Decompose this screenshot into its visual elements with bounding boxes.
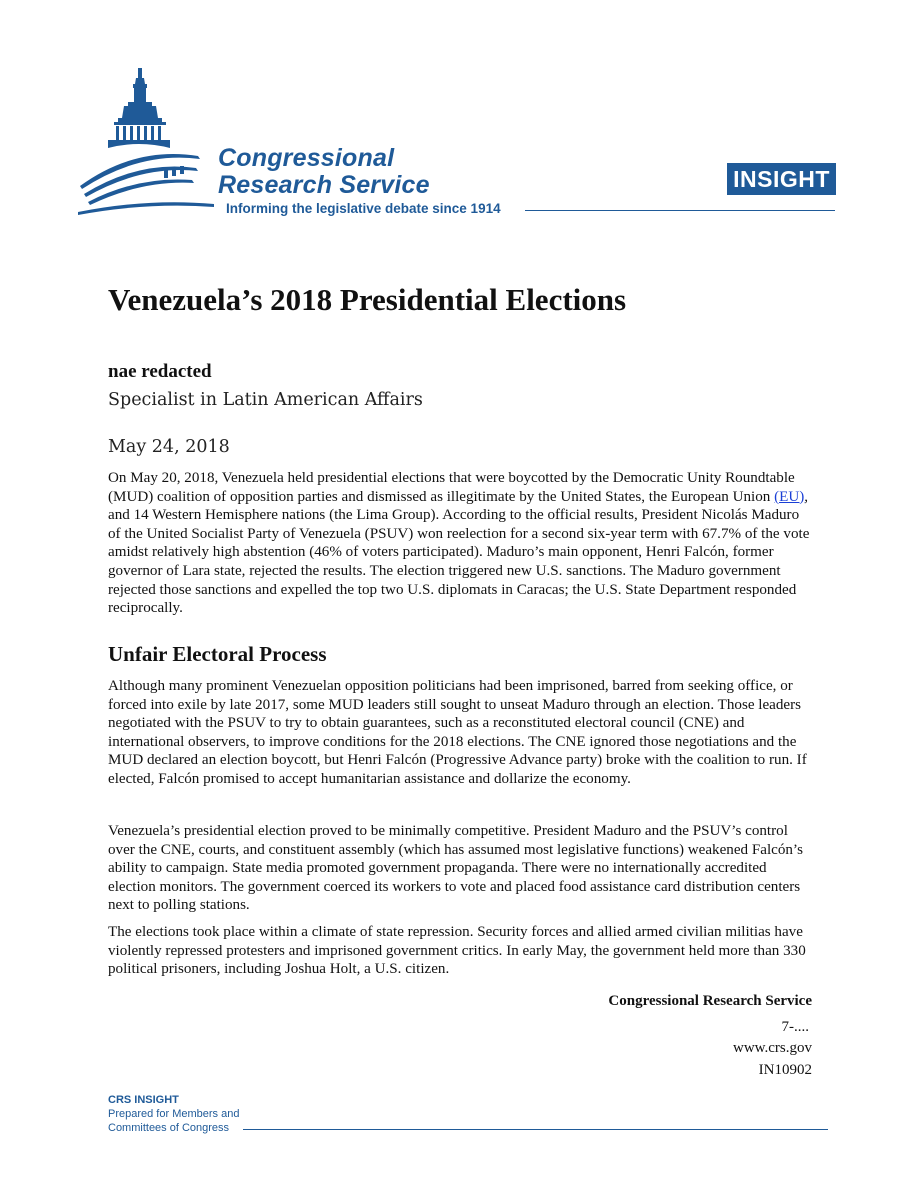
header-divider (525, 210, 835, 211)
capitol-dome-logo-icon (78, 66, 218, 216)
page-title: Venezuela’s 2018 Presidential Elections (108, 282, 627, 317)
info-phone: 7-.... (781, 1019, 809, 1035)
insight-badge: INSIGHT (727, 163, 836, 195)
footer-series-label: CRS INSIGHT (108, 1094, 179, 1106)
section-paragraph-2: Venezuela’s presidential election proved to be minimally competitive. President Maduro and the PSUV’s control over the CNE, courts, and constituent assembly (which has assumed most legislative functions) weakened Falcón’s ability to campaign. State media promoted government propaganda. There were no internationally accredited election monitors. The government coerced its workers to vote and placed food assistance card distribution centers next to polling stations. (108, 823, 803, 914)
footer-audience-line1: Prepared for Members and (108, 1108, 240, 1120)
info-website: www.crs.gov (732, 1040, 812, 1056)
footer-audience-line2: Committees of Congress (108, 1122, 230, 1134)
info-report-id: IN10902 (758, 1062, 812, 1078)
section-paragraph-3: The elections took place within a climate of state repression. Security forces and allied armed civilian militias have violently repressed protesters and imprisoned government critics. In early May, the government held more than 330 political prisoners, including Joshua Holt, a U.S. citizen. (108, 924, 806, 978)
info-org-name: Congressional Research Service (608, 993, 812, 1009)
org-name-line1: Congressional (218, 144, 395, 172)
section-paragraph-1: Although many prominent Venezuelan opposition politicians had been imprisoned, barred from seeking office, or forced into exile by late 2017, some MUD leaders still sought to unseat Maduro through an election. Those leaders negotiated with the PSUV to try to obtain guarantees, such as a reconstituted electoral council (CNE) and international observers, to improve conditions for the 2018 elections. The CNE ignored those negotiations and the MUD declared an election boycott, but Henri Falcón (Progressive Advance party) broke with the coalition to run. If elected, Falcón promised to accept humanitarian assistance and dollarize the economy. (108, 678, 807, 787)
eu-link[interactable]: (EU) (774, 488, 805, 505)
org-tagline: Informing the legislative debate since 1914 (226, 201, 501, 216)
org-name-line2: Research Service (218, 171, 430, 199)
author-name: nae redacted (108, 361, 212, 382)
intro-paragraph (108, 469, 814, 618)
publication-date: May 24, 2018 (108, 437, 230, 457)
intro-text-after-link: , and 14 Western Hemisphere nations (the Lima Group). According to the official results, President Nicolás Maduro of the United Socialist Party of Venezuela (PSUV) won reelection for a second six-year term with 67.7% of the vote amidst relatively high abstention (46% of voters participated). Maduro’s main opponent, Henri Falcón, former governor of Lara state, rejected the results. The election triggered new U.S. sanctions. The Maduro government rejected those sanctions and expelled the top two U.S. diplomats in Caracas; the U.S. State Department responded reciprocally. (108, 488, 810, 617)
org-logo-text (218, 145, 430, 199)
footer-divider (243, 1129, 828, 1130)
author-role: Specialist in Latin American Affairs (108, 390, 423, 410)
section-heading: Unfair Electoral Process (108, 642, 327, 666)
intro-text-before-link: On May 20, 2018, Venezuela held presidential elections that were boycotted by the Democratic Unity Roundtable (MUD) coalition of opposition parties and dismissed as illegitimate by the United States, the European Union (108, 470, 795, 505)
